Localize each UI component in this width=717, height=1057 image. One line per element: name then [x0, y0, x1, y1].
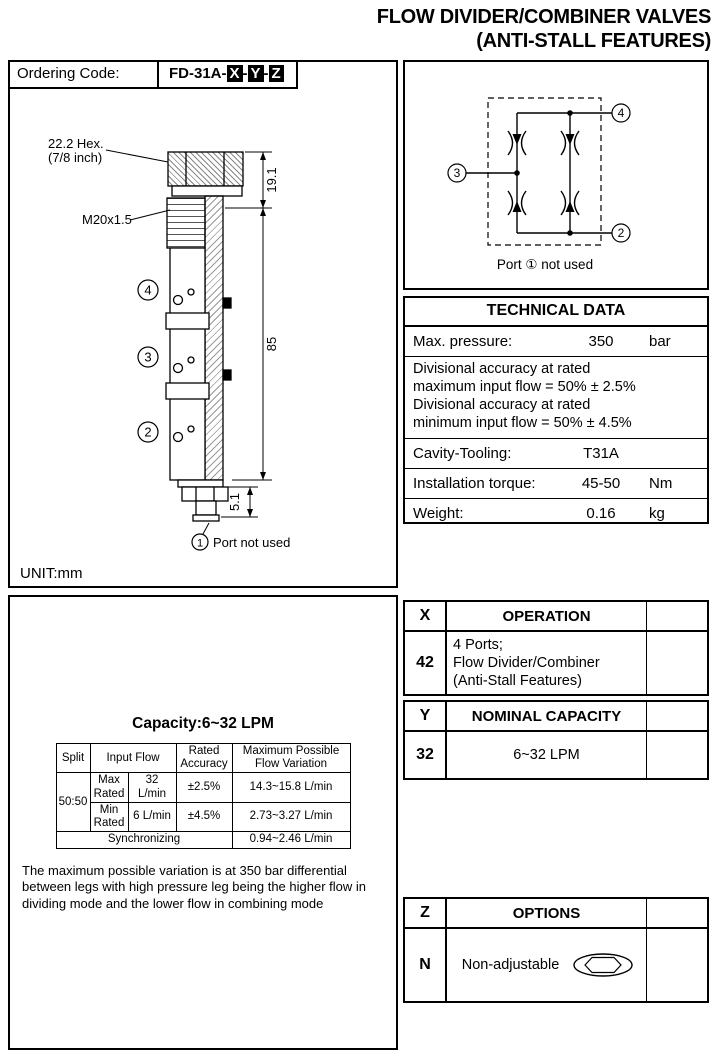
- weight-label: Weight:: [413, 504, 464, 522]
- cavity-label: Cavity-Tooling:: [413, 444, 512, 462]
- port1-note: Port not used: [213, 535, 291, 550]
- port-1-marker: 1: [196, 537, 204, 550]
- thread-section: [167, 198, 205, 248]
- page-title-line2: (ANTI-STALL FEATURES): [476, 29, 711, 52]
- flow-arrows: [513, 110, 575, 236]
- dim-5-1: 5.1: [227, 492, 242, 512]
- torque-label: Installation torque:: [413, 474, 536, 492]
- nominal-capacity-title: NOMINAL CAPACITY: [447, 702, 647, 730]
- hex-size-label-2: (7/8 inch): [48, 150, 103, 165]
- accuracy-line1: Divisional accuracy at rated: [413, 361, 591, 377]
- options-section: [403, 897, 709, 1003]
- header-rated-accuracy: Rated Accuracy: [176, 744, 232, 773]
- valve-stem: [205, 196, 223, 480]
- valve-envelope: [488, 98, 601, 245]
- nominal-capacity-code-letter: Y: [405, 702, 447, 730]
- torque-unit: Nm: [649, 474, 673, 492]
- cell-split-value: 50:50: [56, 773, 90, 832]
- capacity-min-row: [56, 802, 350, 831]
- dimension-lines: [221, 152, 272, 517]
- header-input-flow: Input Flow: [90, 744, 176, 773]
- header-split: Split: [56, 744, 90, 773]
- schematic-port-3: 3: [453, 166, 461, 180]
- valve-drawing: [10, 90, 398, 560]
- cell-min-label: Min Rated: [90, 802, 128, 831]
- operation-row: [405, 632, 707, 694]
- accuracy-line2: maximum input flow = 50% ± 2.5%: [413, 378, 636, 395]
- options-row-tail: [647, 929, 707, 1001]
- ordering-z-chip: Z: [269, 65, 284, 82]
- cavity-value: T31A: [583, 444, 619, 462]
- options-title: OPTIONS: [447, 899, 647, 927]
- technical-data-title: TECHNICAL DATA: [405, 298, 707, 327]
- ordering-sep2: -: [263, 65, 269, 82]
- dim-19-1: 19.1: [264, 167, 279, 193]
- page-title: [377, 6, 711, 53]
- schematic-port-2: 2: [617, 226, 625, 240]
- accuracy-line4: minimum input flow = 50% ± 4.5%: [413, 414, 632, 431]
- ordering-x-chip: X: [227, 65, 243, 82]
- options-row: [405, 929, 707, 1001]
- capacity-section: [8, 595, 398, 1050]
- options-code-letter: Z: [405, 899, 447, 927]
- ordering-sep1: -: [242, 65, 248, 82]
- operation-code-letter: X: [405, 602, 447, 630]
- nominal-capacity-value: 6~32 LPM: [447, 732, 647, 778]
- operation-title: OPERATION: [447, 602, 647, 630]
- technical-data-section: [403, 296, 709, 524]
- hydraulic-schematic: [405, 62, 707, 286]
- torque-row: [405, 469, 707, 499]
- cell-max-variation: 14.3~15.8 L/min: [232, 773, 350, 802]
- operation-description: [447, 632, 647, 694]
- hex-plug-icon: [571, 952, 635, 978]
- capacity-title: Capacity:6~32 LPM: [132, 715, 274, 732]
- cell-sync-variation: 0.94~2.46 L/min: [232, 832, 350, 848]
- nominal-capacity-header: [405, 702, 707, 732]
- nominal-capacity-section: [403, 700, 709, 780]
- operation-line1: 4 Ports;: [453, 637, 503, 653]
- options-value: Non-adjustable: [461, 956, 560, 973]
- port-4-marker: 4: [144, 282, 152, 298]
- operation-header-tail: [647, 602, 707, 630]
- drawing-section: [8, 60, 398, 588]
- ordering-code: [9, 61, 298, 89]
- cell-min-flow: 6 L/min: [128, 802, 176, 831]
- ordering-prefix: FD-31A-: [169, 65, 227, 82]
- operation-row-tail: [647, 632, 707, 694]
- max-pressure-value: 350: [588, 333, 614, 350]
- cell-min-accuracy: ±4.5%: [176, 802, 232, 831]
- hex-head: [168, 152, 243, 196]
- thread-size-label: M20x1.5: [82, 212, 132, 227]
- max-pressure-label: Max. pressure:: [413, 333, 513, 350]
- weight-unit: kg: [649, 504, 665, 522]
- nominal-capacity-row: [405, 732, 707, 778]
- capacity-table: [56, 743, 351, 849]
- dim-85: 85: [264, 336, 279, 352]
- capacity-sync-row: [56, 832, 350, 848]
- cell-max-label: Max Rated: [90, 773, 128, 802]
- unit-label: UNIT:mm: [20, 565, 83, 582]
- nominal-capacity-row-tail: [647, 732, 707, 778]
- max-pressure-row: [405, 327, 707, 357]
- accuracy-line3: Divisional accuracy at rated: [413, 396, 591, 413]
- port-3-marker: 3: [144, 349, 152, 365]
- options-header-tail: [647, 899, 707, 927]
- page-title-line1: FLOW DIVIDER/COMBINER VALVES: [376, 6, 711, 28]
- max-pressure-unit: bar: [649, 333, 671, 350]
- hex-size-label: 22.2 Hex.: [48, 136, 104, 151]
- accuracy-row: [405, 357, 707, 439]
- port-2-marker: 2: [144, 424, 152, 440]
- capacity-max-row: [56, 773, 350, 802]
- valve-bottom: [178, 480, 228, 521]
- options-description: [447, 929, 647, 1001]
- weight-row: [405, 499, 707, 528]
- cell-max-accuracy: ±2.5%: [176, 773, 232, 802]
- torque-value: 45-50: [581, 474, 621, 492]
- operation-header: [405, 602, 707, 632]
- ordering-code-label: Ordering Code:: [9, 61, 159, 89]
- nominal-capacity-value-code: 32: [405, 732, 447, 778]
- cavity-row: [405, 439, 707, 469]
- options-header: [405, 899, 707, 929]
- options-value-code: N: [405, 929, 447, 1001]
- header-max-variation: Maximum Possible Flow Variation: [232, 744, 350, 773]
- ordering-code-value: [159, 61, 298, 89]
- cell-min-variation: 2.73~3.27 L/min: [232, 802, 350, 831]
- schematic-section: [403, 60, 709, 290]
- operation-section: [403, 600, 709, 696]
- capacity-header-row: [56, 744, 350, 773]
- capacity-note: The maximum possible variation is at 350 bar differential between legs with high pressure leg being the higher flow in dividing mode and the lower flow in combining mode: [22, 862, 366, 912]
- cell-max-flow: 32 L/min: [128, 773, 176, 802]
- valve-body: [166, 248, 231, 480]
- schematic-port-4: 4: [617, 106, 625, 120]
- operation-line2: Flow Divider/Combiner: [453, 655, 600, 672]
- nominal-capacity-header-tail: [647, 702, 707, 730]
- ordering-y-chip: Y: [248, 65, 264, 82]
- operation-value-code: 42: [405, 632, 447, 694]
- cell-sync-label: Synchronizing: [56, 832, 232, 848]
- weight-value: 0.16: [586, 504, 616, 522]
- operation-line3: (Anti-Stall Features): [453, 673, 582, 690]
- schematic-note: Port ① not used: [496, 257, 594, 272]
